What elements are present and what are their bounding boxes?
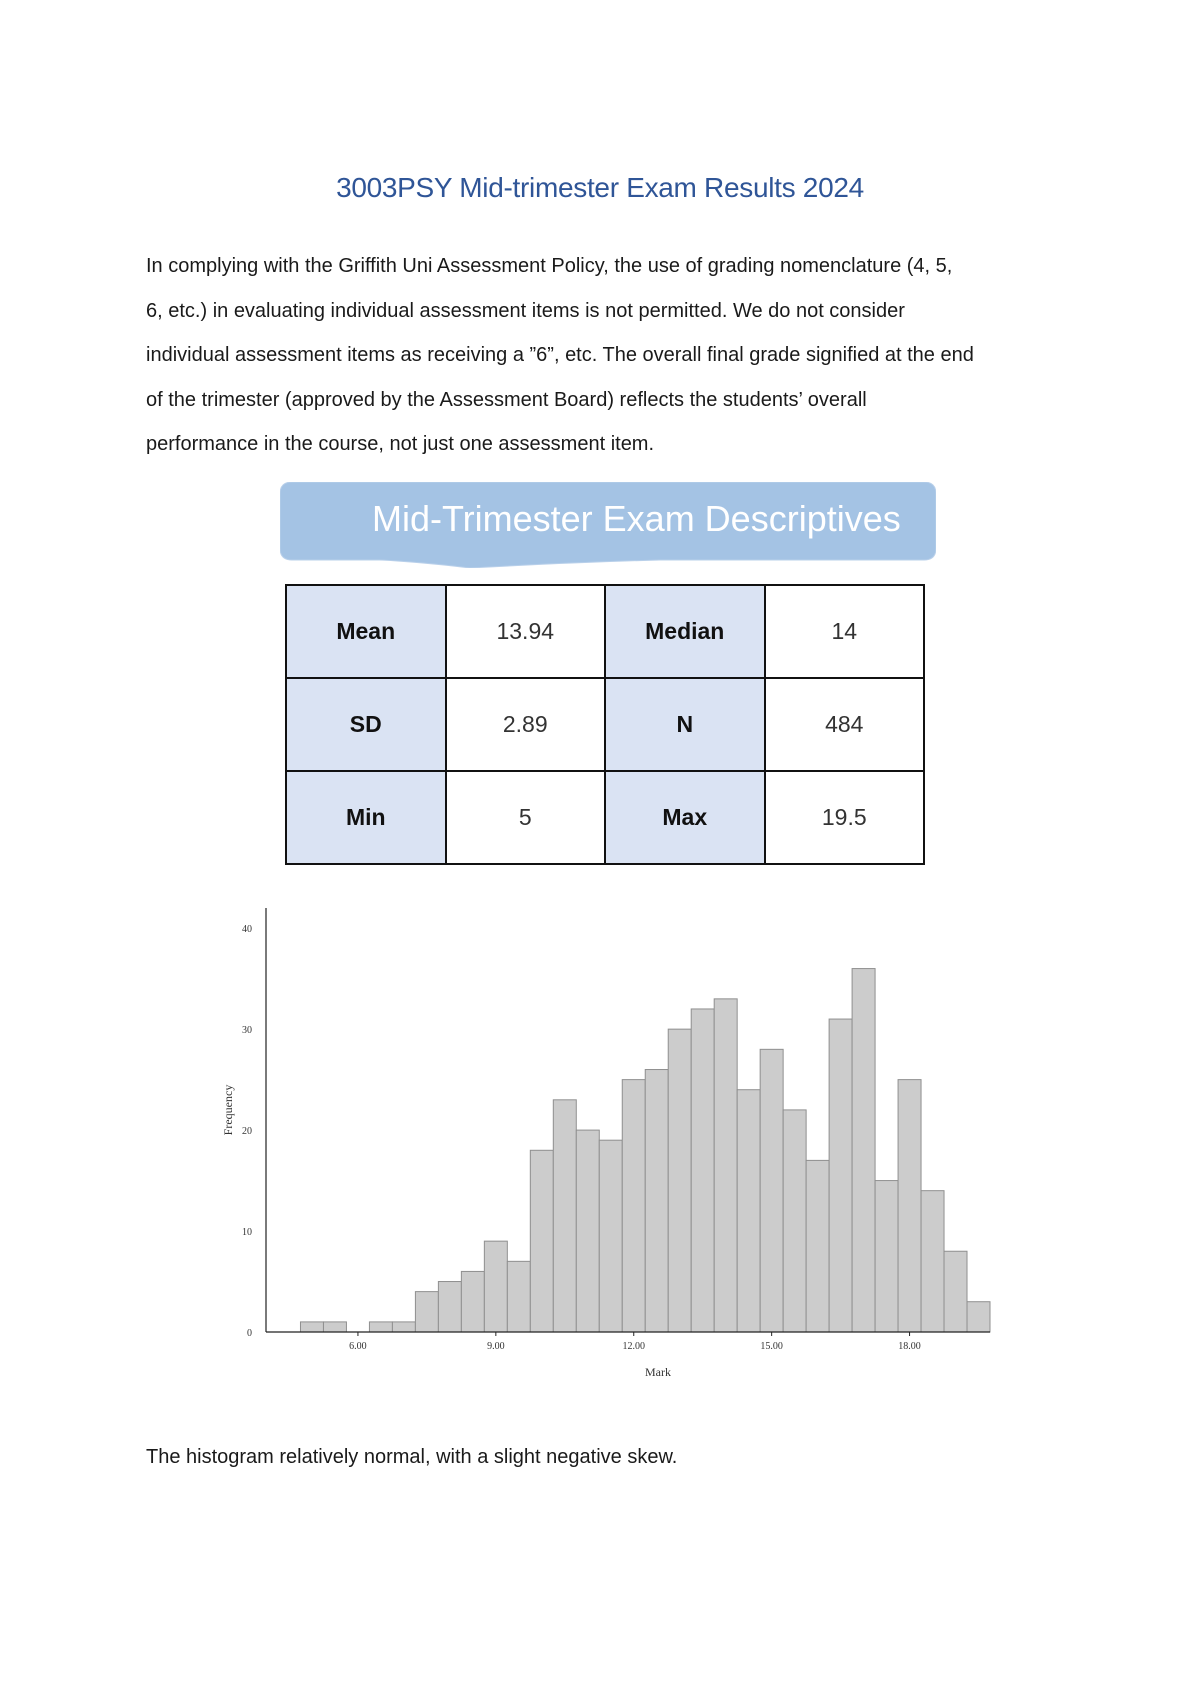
max-label: Max [605,771,765,864]
histogram-bar [392,1322,415,1332]
min-value: 5 [446,771,606,864]
histogram-bar [438,1282,461,1332]
x-axis-label: Mark [645,1365,671,1379]
descriptives-table [285,584,925,865]
mean-label: Mean [286,585,446,678]
n-label: N [605,678,765,771]
x-tick-label: 12.00 [622,1341,645,1352]
sd-label: SD [286,678,446,771]
histogram-bar [691,1009,714,1332]
x-tick-label: 15.00 [760,1341,783,1352]
histogram-bar [323,1322,346,1332]
histogram-bar [645,1070,668,1332]
histogram-bar [852,969,875,1332]
x-tick-label: 18.00 [898,1341,921,1352]
mean-value: 13.94 [446,585,606,678]
sd-value: 2.89 [446,678,606,771]
paragraph-line: 6, etc.) in evaluating individual assessment items is not permitted. We do not consider [146,299,905,322]
page-title: 3003PSY Mid-trimester Exam Results 2024 [336,172,864,203]
y-tick-label: 40 [242,924,252,936]
histogram-svg [210,900,1000,1390]
median-value: 14 [765,585,925,678]
histogram-bar [760,1049,783,1332]
histogram-bar [737,1090,760,1332]
histogram-bar [507,1261,530,1332]
table-row [286,585,924,678]
histogram-chart [210,900,1000,1390]
median-label: Median [605,585,765,678]
min-label: Min [286,771,446,864]
histogram-bar [783,1110,806,1332]
histogram-bar [806,1160,829,1332]
y-tick-label: 10 [242,1227,252,1239]
histogram-bar [829,1019,852,1332]
histogram-bar [576,1130,599,1332]
banner-title: Mid-Trimester Exam Descriptives [372,498,901,539]
histogram-bar [967,1302,990,1332]
histogram-bar [369,1322,392,1332]
y-tick-label: 20 [242,1126,252,1138]
y-axis-label: Frequency [221,1084,235,1136]
table-row [286,771,924,864]
paragraph-line: individual assessment items as receiving a ”6”, etc. The overall final grade signified at the end [146,344,974,366]
descriptives-banner [280,482,936,568]
histogram-bar [714,999,737,1332]
policy-paragraph [146,244,1066,467]
histogram-bar [875,1181,898,1332]
histogram-bar [668,1029,691,1332]
histogram-bar [921,1191,944,1332]
x-tick-label: 6.00 [349,1341,367,1352]
histogram-bar [530,1150,553,1332]
y-tick-label: 30 [242,1025,252,1037]
table-row [286,678,924,771]
histogram-bar [415,1292,438,1332]
paragraph-line: In complying with the Griffith Uni Assessment Policy, the use of grading nomenclature (4, 5, [146,255,953,277]
x-tick-label: 9.00 [487,1341,505,1352]
histogram-bar [300,1322,323,1332]
histogram-bar [461,1271,484,1332]
y-tick-label: 0 [247,1328,252,1339]
histogram-bar [484,1241,507,1332]
n-value: 484 [765,678,925,771]
histogram-caption: The histogram relatively normal, with a slight negative skew. [146,1446,678,1468]
histogram-bar [898,1080,921,1332]
max-value: 19.5 [765,771,925,864]
histogram-bar [622,1080,645,1332]
paragraph-line: of the trimester (approved by the Assessment Board) reflects the students’ overall [146,388,867,411]
histogram-bar [944,1251,967,1332]
paragraph-line: performance in the course, not just one assessment item. [146,433,655,455]
histogram-bar [553,1100,576,1332]
histogram-bar [599,1140,622,1332]
